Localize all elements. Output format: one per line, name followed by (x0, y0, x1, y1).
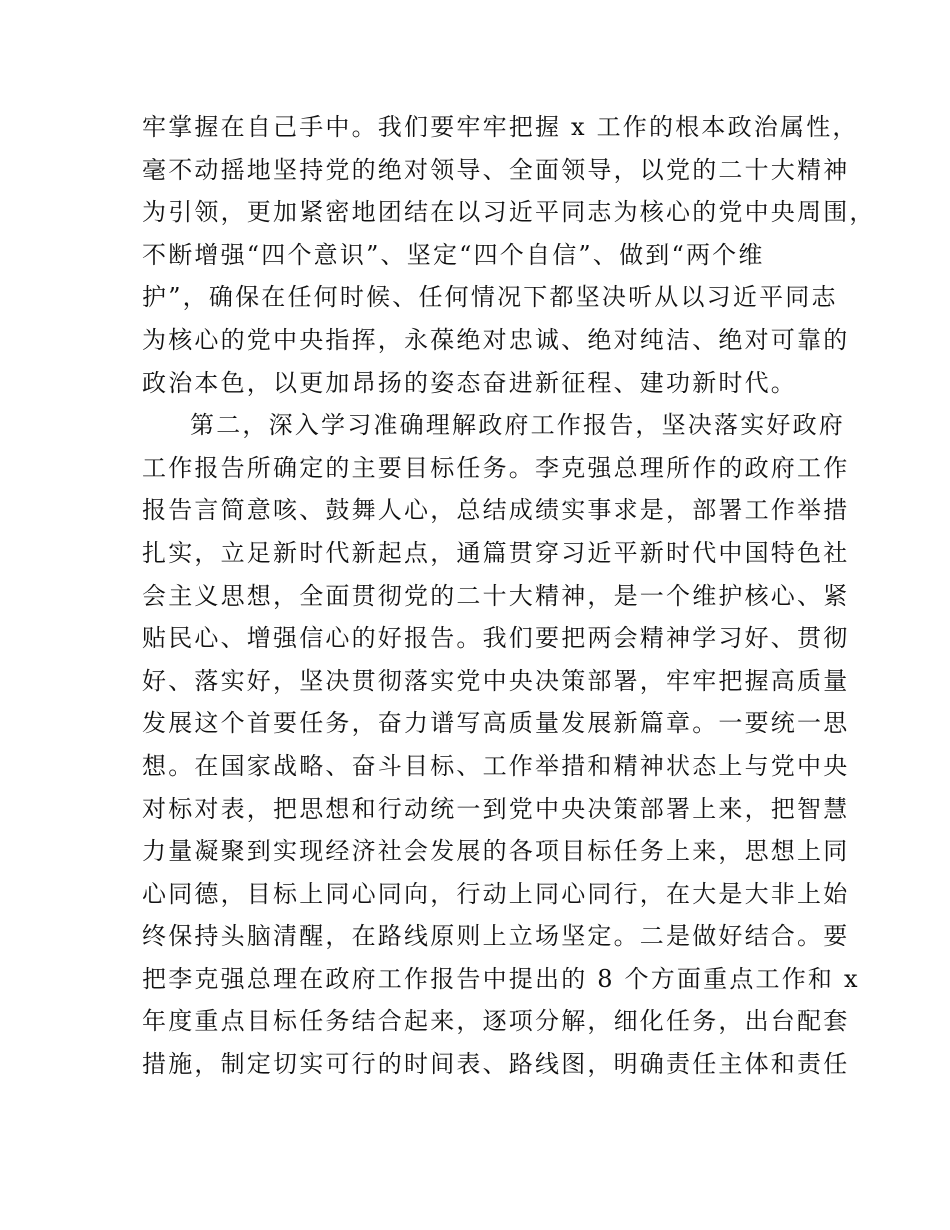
body-text (142, 106, 876, 1086)
text-line: 扎实，立足新时代新起点，通篇贯穿习近平新时代中国特色社 (142, 538, 850, 567)
text-line: 贴民心、增强信心的好报告。我们要把两会精神学习好、贯彻 (142, 624, 850, 653)
text-line: 对标对表，把思想和行动统一到党中央决策部署上来，把智慧 (142, 794, 850, 823)
text-line: 工作报告所确定的主要目标任务。李克强总理所作的政府工作 (142, 453, 850, 482)
text-line: 牢掌握在自己手中。我们要牢牢把握 x 工作的根本政治属性， (142, 113, 859, 141)
text-line: 年度重点目标任务结合起来，逐项分解，细化任务，出台配套 (142, 1007, 850, 1036)
text-line: 好、落实好，坚决贯彻落实党中央决策部署，牢牢把握高质量 (142, 666, 850, 695)
text-line: 措施，制定切实可行的时间表、路线图，明确责任主体和责任 (142, 1050, 850, 1079)
text-line: 毫不动摇地坚持党的绝对领导、全面领导，以党的二十大精神 (142, 155, 850, 184)
text-line: 力量凝聚到实现经济社会发展的各项目标任务上来，思想上同 (142, 837, 850, 866)
text-line: 为核心的党中央指挥，永葆绝对忠诚、绝对纯洁、绝对可靠的 (142, 325, 850, 354)
paragraph-start-line: 第二，深入学习准确理解政府工作报告，坚决落实好政府 (190, 411, 845, 440)
text-line: 报告言简意咳、鼓舞人心，总结成绩实事求是，部署工作举措 (142, 496, 850, 525)
text-line: 政治本色，以更加昂扬的姿态奋进新征程、建功新时代。 (142, 368, 797, 397)
text-line: 会主义思想，全面贯彻党的二十大精神，是一个维护核心、紧 (142, 581, 850, 610)
text-line: 把李克强总理在政府工作报告中提出的 8 个方面重点工作和 x (142, 964, 860, 993)
text-line: 终保持头脑清醒，在路线原则上立场坚定。二是做好结合。要 (142, 922, 850, 951)
text-line: 护”，确保在任何时候、任何情况下都坚决听从以习近平同志 (142, 283, 838, 312)
text-line: 为引领，更加紧密地团结在以习近平同志为核心的党中央周围， (142, 198, 876, 227)
text-line: 心同德，目标上同心同向，行动上同心同行，在大是大非上始 (142, 879, 850, 908)
text-line: 不断增强“四个意识”、坚定“四个自信”、做到“两个维 (142, 240, 765, 269)
text-line: 发展这个首要任务，奋力谱写高质量发展新篇章。一要统一思 (142, 709, 850, 738)
text-line: 想。在国家战略、奋斗目标、工作举措和精神状态上与党中央 (142, 751, 850, 780)
